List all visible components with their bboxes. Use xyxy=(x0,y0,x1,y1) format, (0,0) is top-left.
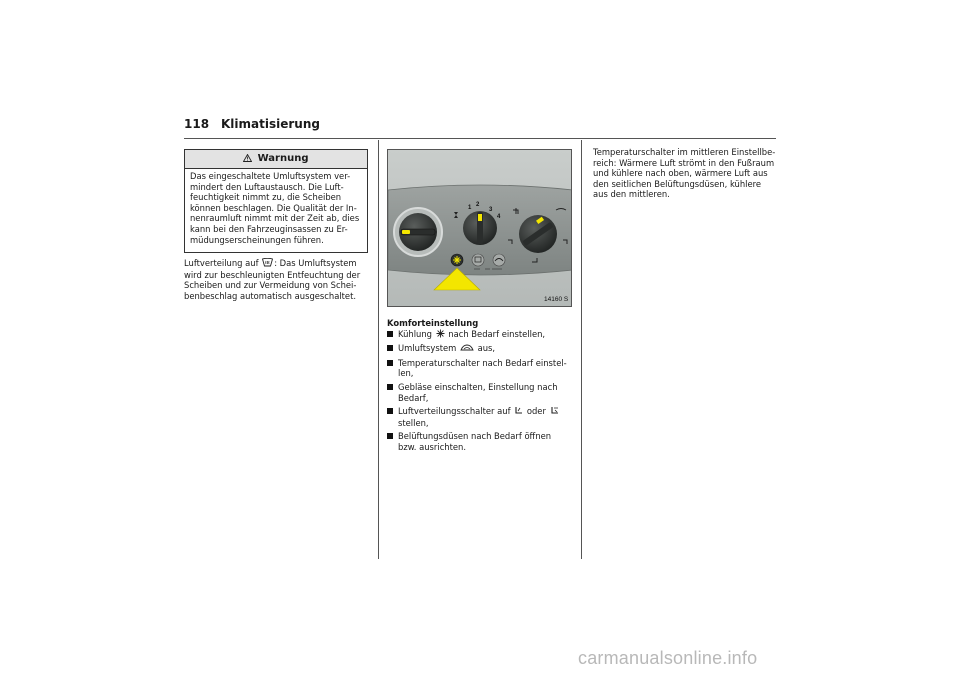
text-segment: Luftverteilungsschalter auf xyxy=(398,406,514,417)
list-item xyxy=(387,382,577,403)
text-line: Temperaturschalter nach Bedarf einstel- xyxy=(398,357,567,368)
comfort-settings-section xyxy=(387,318,577,456)
warning-line: müdungserscheinungen führen. xyxy=(190,234,324,245)
fan-label: 3 xyxy=(489,207,493,213)
text-line: stellen, xyxy=(398,417,429,428)
warning-box xyxy=(184,149,368,253)
text-segment: nach Bedarf einstellen, xyxy=(445,328,546,339)
recirculation-icon xyxy=(460,344,474,355)
temperature-paragraph xyxy=(593,147,778,200)
bullet-square-icon xyxy=(387,345,393,351)
paragraph-line: den seitlichen Belüftungsdüsen, kühlere xyxy=(593,178,762,189)
climate-panel-figure xyxy=(387,149,572,307)
fan-label: 1 xyxy=(468,205,472,211)
list-item xyxy=(387,329,577,341)
air-distribution-paragraph xyxy=(184,258,370,301)
bullet-square-icon xyxy=(387,331,393,337)
text-line: bzw. ausrichten. xyxy=(398,441,467,452)
paragraph-line: Temperaturschalter im mittleren Einstellbe- xyxy=(593,147,776,157)
paragraph-line: und kühlere nach oben, wärmere Luft aus xyxy=(593,168,768,179)
list-item xyxy=(387,431,577,452)
text-line xyxy=(398,406,577,418)
bullet-square-icon xyxy=(387,408,393,414)
warning-triangle-icon xyxy=(243,154,255,164)
text-line: Belüftungsdüsen nach Bedarf öffnen xyxy=(398,431,552,442)
temperature-knob xyxy=(394,208,442,256)
warning-line: können beschlagen. Die Qualität der In- xyxy=(190,202,357,213)
list-item xyxy=(387,406,577,428)
list-item xyxy=(387,358,577,379)
paragraph-line: reich: Wärmere Luft strömt in den Fußraum xyxy=(593,157,775,168)
warning-line: Das eingeschaltete Umluftsystem ver- xyxy=(190,171,351,181)
warning-title: Warnung xyxy=(257,153,309,164)
text-segment: Kühlung xyxy=(398,328,435,339)
text-segment: Luftverteilung auf xyxy=(184,258,262,268)
text-segment: Umluftsystem xyxy=(398,343,459,354)
windscreen-defrost-icon xyxy=(262,258,273,270)
fan-label: 4 xyxy=(497,214,501,220)
figure-caption: 14160 S xyxy=(544,296,569,303)
column-divider-right xyxy=(581,140,582,559)
text-segment: : Das Umluftsystem xyxy=(274,258,357,268)
page-title: Klimatisierung xyxy=(221,117,320,131)
paragraph-line: benbeschlag automatisch ausgeschaltet. xyxy=(184,290,357,301)
warning-header xyxy=(185,150,367,169)
warning-line: nenraumluft nimmt mit der Zeit ab, dies xyxy=(190,213,360,224)
text-line: Bedarf, xyxy=(398,392,429,403)
watermark: carmanualsonline.info xyxy=(578,648,758,668)
footwell-air-icon xyxy=(514,406,523,418)
climate-panel-illustration xyxy=(388,150,572,307)
warning-line: feuchtigkeit nimmt zu, die Scheiben xyxy=(190,192,342,203)
comfort-heading: Komforteinstellung xyxy=(387,318,479,328)
face-foot-air-icon xyxy=(550,406,559,418)
paragraph-line: wird zur beschleunigten Entfeuchtung der xyxy=(184,269,361,280)
text-segment: aus, xyxy=(474,343,496,354)
bullet-square-icon xyxy=(387,433,393,439)
list-item xyxy=(387,343,577,355)
text-line: Gebläse einschalten, Einstellung nach xyxy=(398,381,558,392)
warning-line: mindert den Luftaustausch. Die Luft- xyxy=(190,181,344,192)
paragraph-line xyxy=(184,258,370,270)
fan-label: 2 xyxy=(476,202,480,208)
page-number: 118 xyxy=(184,117,210,131)
text-line: len, xyxy=(398,368,414,379)
paragraph-line: Scheiben und zur Vermeidung von Schei- xyxy=(184,280,357,291)
paragraph-line: aus den mittleren. xyxy=(593,189,670,200)
bullet-square-icon xyxy=(387,360,393,366)
warning-text xyxy=(185,169,367,245)
column-divider-left xyxy=(378,140,379,559)
bullet-square-icon xyxy=(387,384,393,390)
header-rule xyxy=(184,138,776,139)
text-segment: oder xyxy=(524,406,549,417)
warning-line: kann bei den Fahrzeuginsassen zu Er- xyxy=(190,223,348,234)
ac-snowflake-icon xyxy=(436,329,445,341)
